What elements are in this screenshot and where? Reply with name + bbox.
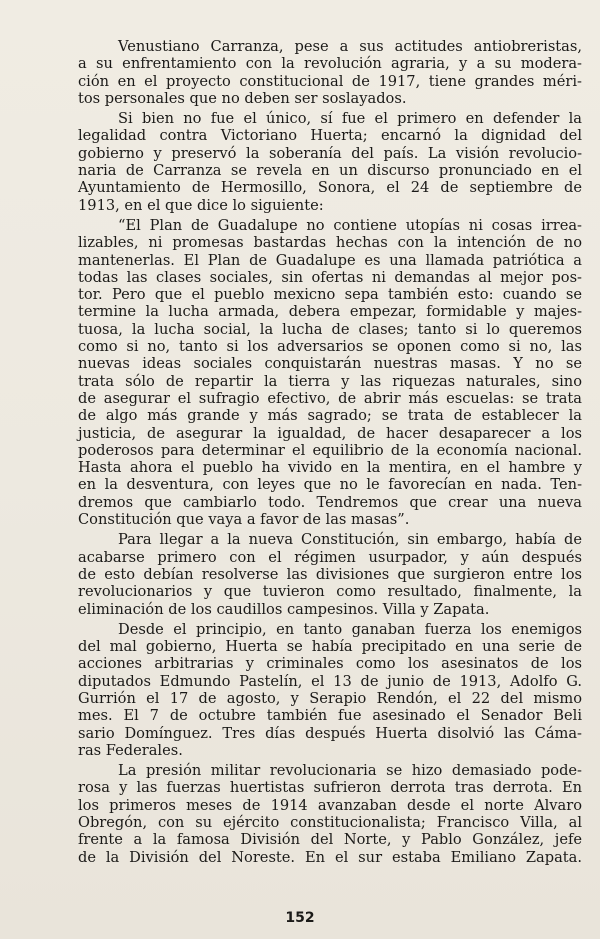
text-line: mes. El 7 de octubre también fue asesinado el Senador Beli xyxy=(78,707,582,725)
text-line: Obregón, con su ejército constitucionalista; Francisco Villa, al xyxy=(78,814,582,832)
text-line: Desde el principio, en tanto ganaban fuerza los enemigos xyxy=(118,620,582,638)
text-line: La presión militar revolucionaria se hizo demasiado pode- xyxy=(118,762,582,780)
text-line: eliminación de los caudillos campesinos. Villa y Zapata. xyxy=(78,600,490,618)
text-line: dremos que cambiarlo todo. Tendremos que crear una nueva xyxy=(78,493,582,511)
text-line: Para llegar a la nueva Constitución, sin embargo, había de xyxy=(118,531,582,549)
text-line: termine la lucha armada, debera empezar, formidable y majes- xyxy=(78,303,582,321)
text-line: acciones arbitrarias y criminales como los asesinatos de los xyxy=(78,655,582,673)
text-line: nuevas ideas sociales conquistarán nuestras masas. Y no se xyxy=(78,355,582,373)
paragraph-1 xyxy=(78,38,582,107)
text-line: 1913, en el que dice lo siguiente: xyxy=(78,196,324,214)
text-line: de asegurar el sufragio efectivo, de abrir más escuelas: se trata xyxy=(78,389,582,407)
text-line: de la División del Noreste. En el sur estaba Emiliano Zapata. xyxy=(78,848,582,866)
text-line: mantenerlas. El Plan de Guadalupe es una llamada patriótica a xyxy=(78,251,582,269)
text-line: Venustiano Carranza, pese a sus actitudes antiobreristas, xyxy=(118,38,582,55)
text-line: de esto debían resolverse las divisiones que surgieron entre los xyxy=(78,565,582,583)
text-line: revolucionarios y que tuvieron como resultado, finalmente, la xyxy=(78,583,582,601)
paragraph-6 xyxy=(78,762,582,866)
text-line: naria de Carranza se revela en un discurso pronunciado en el xyxy=(78,162,582,180)
text-line: frente a la famosa División del Norte, y Pablo González, jefe xyxy=(78,831,582,849)
text-line: sario Domínguez. Tres días después Huerta disolvió las Cáma- xyxy=(78,724,582,742)
page-body xyxy=(78,38,582,866)
text-line: tos personales que no deben ser soslayados. xyxy=(78,89,407,107)
text-line: Gurrión el 17 de agosto, y Serapio Rendón, el 22 del mismo xyxy=(78,689,582,707)
text-line: a su enfrentamiento con la revolución agraria, y a su modera- xyxy=(78,55,582,73)
paragraph-4 xyxy=(78,531,582,617)
text-line: de algo más grande y más sagrado; se trata de establecer la xyxy=(78,407,582,425)
text-line: diputados Edmundo Pastelín, el 13 de junio de 1913, Adolfo G. xyxy=(78,672,582,690)
text-line: del mal gobierno, Huerta se había precipitado en una serie de xyxy=(78,638,582,656)
text-line: en la desventura, con leyes que no le favorecían en nada. Ten- xyxy=(78,476,582,494)
text-line: como si no, tanto si los adversarios se oponen como si no, las xyxy=(78,338,582,356)
quote-paragraph xyxy=(78,217,582,528)
text-line: “El Plan de Guadalupe no contiene utopías ni cosas irrea- xyxy=(118,216,582,234)
text-line: acabarse primero con el régimen usurpador, y aún después xyxy=(78,548,582,566)
paragraph-2 xyxy=(78,110,582,214)
text-line: tor. Pero que el pueblo mexicno sepa también esto: cuando se xyxy=(78,286,582,304)
text-line: trata sólo de repartir la tierra y las riquezas naturales, sino xyxy=(78,372,582,390)
text-line: gobierno y preservó la soberanía del país. La visión revolucio- xyxy=(78,144,582,162)
text-line: lizables, ni promesas bastardas hechas con la intención de no xyxy=(78,234,582,252)
text-line: Ayuntamiento de Hermosillo, Sonora, el 24 de septiembre de xyxy=(78,179,582,197)
text-line: poderosos para determinar el equilibrio de la economía nacional. xyxy=(78,441,582,459)
text-line: justicia, de asegurar la igualdad, de hacer desaparecer a los xyxy=(78,424,582,442)
text-line: Constitución que vaya a favor de las masas”. xyxy=(78,511,410,529)
text-line: todas las clases sociales, sin ofertas ni demandas al mejor pos- xyxy=(78,268,582,286)
text-line: ción en el proyecto constitucional de 1917, tiene grandes méri- xyxy=(78,72,582,90)
text-line: Hasta ahora el pueblo ha vivido en la mentira, en el hambre y xyxy=(78,459,582,477)
text-line: rosa y las fuerzas huertistas sufrieron derrota tras derrota. En xyxy=(78,779,582,797)
text-line: los primeros meses de 1914 avanzaban desde el norte Alvaro xyxy=(78,796,582,814)
paragraph-5 xyxy=(78,621,582,759)
text-line: tuosa, la lucha social, la lucha de clases; tanto si lo queremos xyxy=(78,320,582,338)
text-line: legalidad contra Victoriano Huerta; encarnó la dignidad del xyxy=(78,127,582,145)
text-line: ras Federales. xyxy=(78,741,183,759)
page-number: 152 xyxy=(285,910,315,926)
text-line: Si bien no fue el único, sí fue el primero en defender la xyxy=(118,110,582,128)
